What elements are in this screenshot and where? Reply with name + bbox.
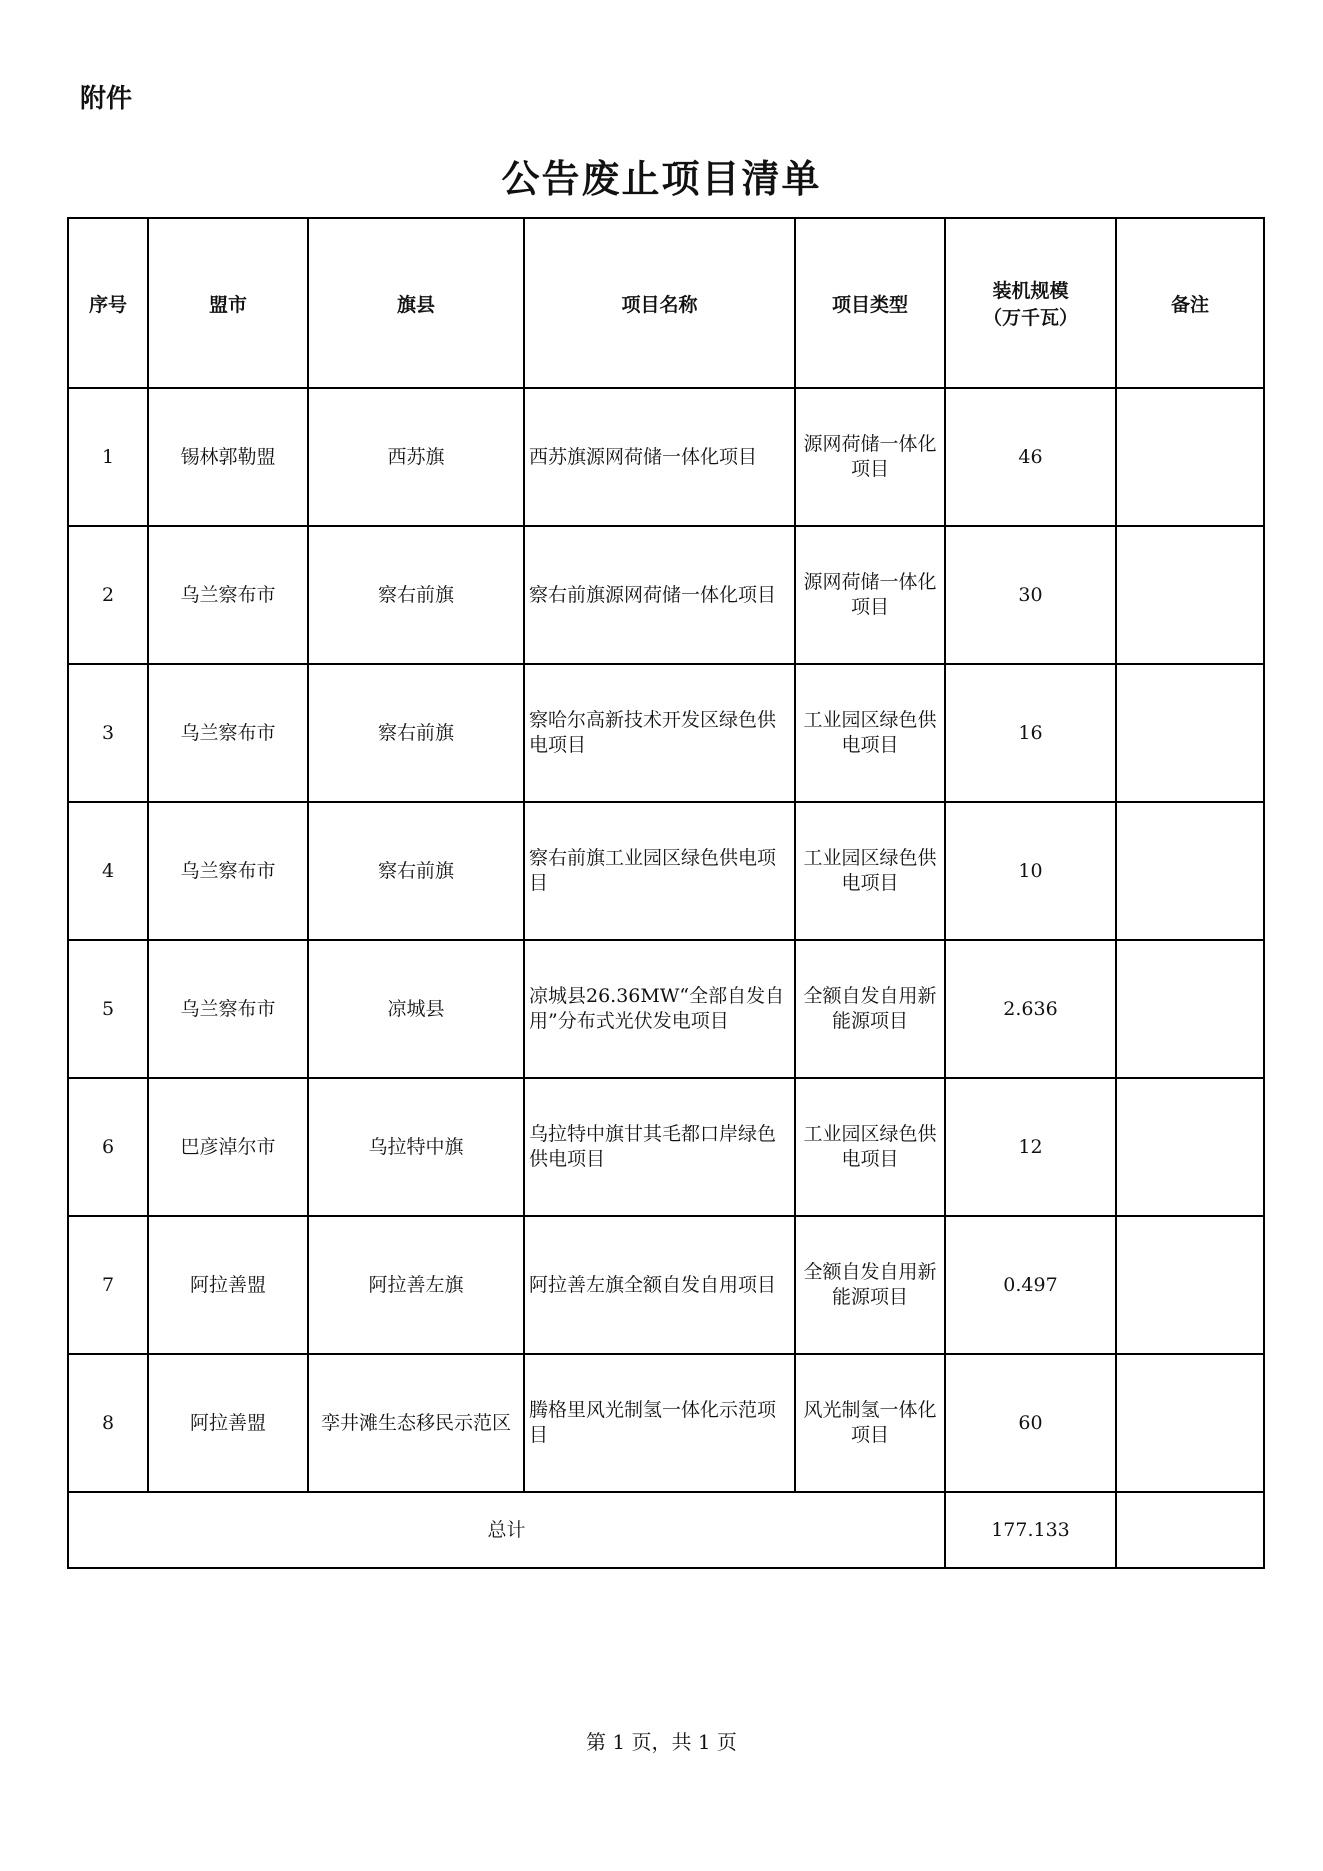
cell-capacity: 12 — [945, 1078, 1116, 1216]
header-league-city: 盟市 — [148, 218, 308, 388]
project-table — [67, 217, 1265, 1569]
cell-league-city: 乌兰察布市 — [148, 664, 308, 802]
cell-remarks — [1116, 388, 1264, 526]
table-row — [68, 526, 1264, 664]
cell-banner-county: 乌拉特中旗 — [308, 1078, 524, 1216]
total-value: 177.133 — [945, 1492, 1116, 1568]
cell-capacity: 10 — [945, 802, 1116, 940]
table-row — [68, 802, 1264, 940]
cell-league-city: 乌兰察布市 — [148, 802, 308, 940]
cell-project-name: 腾格里风光制氢一体化示范项目 — [524, 1354, 795, 1492]
cell-banner-county: 阿拉善左旗 — [308, 1216, 524, 1354]
cell-remarks — [1116, 802, 1264, 940]
cell-index: 2 — [68, 526, 148, 664]
header-project-type: 项目类型 — [795, 218, 945, 388]
cell-project-name: 察右前旗工业园区绿色供电项目 — [524, 802, 795, 940]
cell-index: 7 — [68, 1216, 148, 1354]
cell-project-type: 全额自发自用新能源项目 — [795, 940, 945, 1078]
cell-project-name: 察哈尔高新技术开发区绿色供电项目 — [524, 664, 795, 802]
cell-project-name: 阿拉善左旗全额自发自用项目 — [524, 1216, 795, 1354]
cell-banner-county: 凉城县 — [308, 940, 524, 1078]
header-project-name: 项目名称 — [524, 218, 795, 388]
cell-project-type: 源网荷储一体化项目 — [795, 388, 945, 526]
cell-capacity: 30 — [945, 526, 1116, 664]
cell-index: 6 — [68, 1078, 148, 1216]
cell-index: 1 — [68, 388, 148, 526]
page-footer: 第 1 页，共 1 页 — [586, 1730, 737, 1754]
cell-project-name: 察右前旗源网荷储一体化项目 — [524, 526, 795, 664]
table-row — [68, 940, 1264, 1078]
cell-league-city: 巴彦淖尔市 — [148, 1078, 308, 1216]
header-banner-county: 旗县 — [308, 218, 524, 388]
page-title: 公告废止项目清单 — [501, 157, 822, 201]
cell-banner-county: 察右前旗 — [308, 802, 524, 940]
cell-capacity: 46 — [945, 388, 1116, 526]
cell-league-city: 阿拉善盟 — [148, 1354, 308, 1492]
cell-project-type: 全额自发自用新能源项目 — [795, 1216, 945, 1354]
cell-capacity: 2.636 — [945, 940, 1116, 1078]
cell-remarks — [1116, 1216, 1264, 1354]
cell-index: 5 — [68, 940, 148, 1078]
header-capacity-line1: 装机规模 — [992, 280, 1069, 302]
cell-league-city: 锡林郭勒盟 — [148, 388, 308, 526]
table-row — [68, 1354, 1264, 1492]
header-index: 序号 — [68, 218, 148, 388]
header-remarks: 备注 — [1116, 218, 1264, 388]
cell-remarks — [1116, 1354, 1264, 1492]
cell-project-name: 西苏旗源网荷储一体化项目 — [524, 388, 795, 526]
cell-project-name: 凉城县26.36MW“全部自发自用”分布式光伏发电项目 — [524, 940, 795, 1078]
cell-banner-county: 察右前旗 — [308, 664, 524, 802]
cell-project-type: 源网荷储一体化项目 — [795, 526, 945, 664]
cell-index: 4 — [68, 802, 148, 940]
cell-league-city: 乌兰察布市 — [148, 526, 308, 664]
total-remarks — [1116, 1492, 1264, 1568]
cell-index: 8 — [68, 1354, 148, 1492]
cell-banner-county: 孪井滩生态移民示范区 — [308, 1354, 524, 1492]
cell-banner-county: 察右前旗 — [308, 526, 524, 664]
cell-capacity: 0.497 — [945, 1216, 1116, 1354]
total-row — [68, 1492, 1264, 1568]
attachment-label: 附件 — [80, 84, 133, 114]
table-row — [68, 388, 1264, 526]
cell-project-type: 工业园区绿色供电项目 — [795, 1078, 945, 1216]
cell-banner-county: 西苏旗 — [308, 388, 524, 526]
cell-remarks — [1116, 526, 1264, 664]
cell-project-type: 工业园区绿色供电项目 — [795, 664, 945, 802]
cell-league-city: 阿拉善盟 — [148, 1216, 308, 1354]
cell-remarks — [1116, 940, 1264, 1078]
cell-league-city: 乌兰察布市 — [148, 940, 308, 1078]
header-row — [68, 218, 1264, 388]
table-row — [68, 664, 1264, 802]
cell-remarks — [1116, 1078, 1264, 1216]
cell-project-type: 风光制氢一体化项目 — [795, 1354, 945, 1492]
cell-capacity: 60 — [945, 1354, 1116, 1492]
header-capacity — [945, 218, 1116, 388]
cell-remarks — [1116, 664, 1264, 802]
table-row — [68, 1078, 1264, 1216]
cell-project-type: 工业园区绿色供电项目 — [795, 802, 945, 940]
cell-capacity: 16 — [945, 664, 1116, 802]
table-row — [68, 1216, 1264, 1354]
cell-index: 3 — [68, 664, 148, 802]
total-label: 总计 — [68, 1492, 945, 1568]
cell-project-name: 乌拉特中旗甘其毛都口岸绿色供电项目 — [524, 1078, 795, 1216]
header-capacity-line2: （万千瓦） — [982, 307, 1078, 329]
